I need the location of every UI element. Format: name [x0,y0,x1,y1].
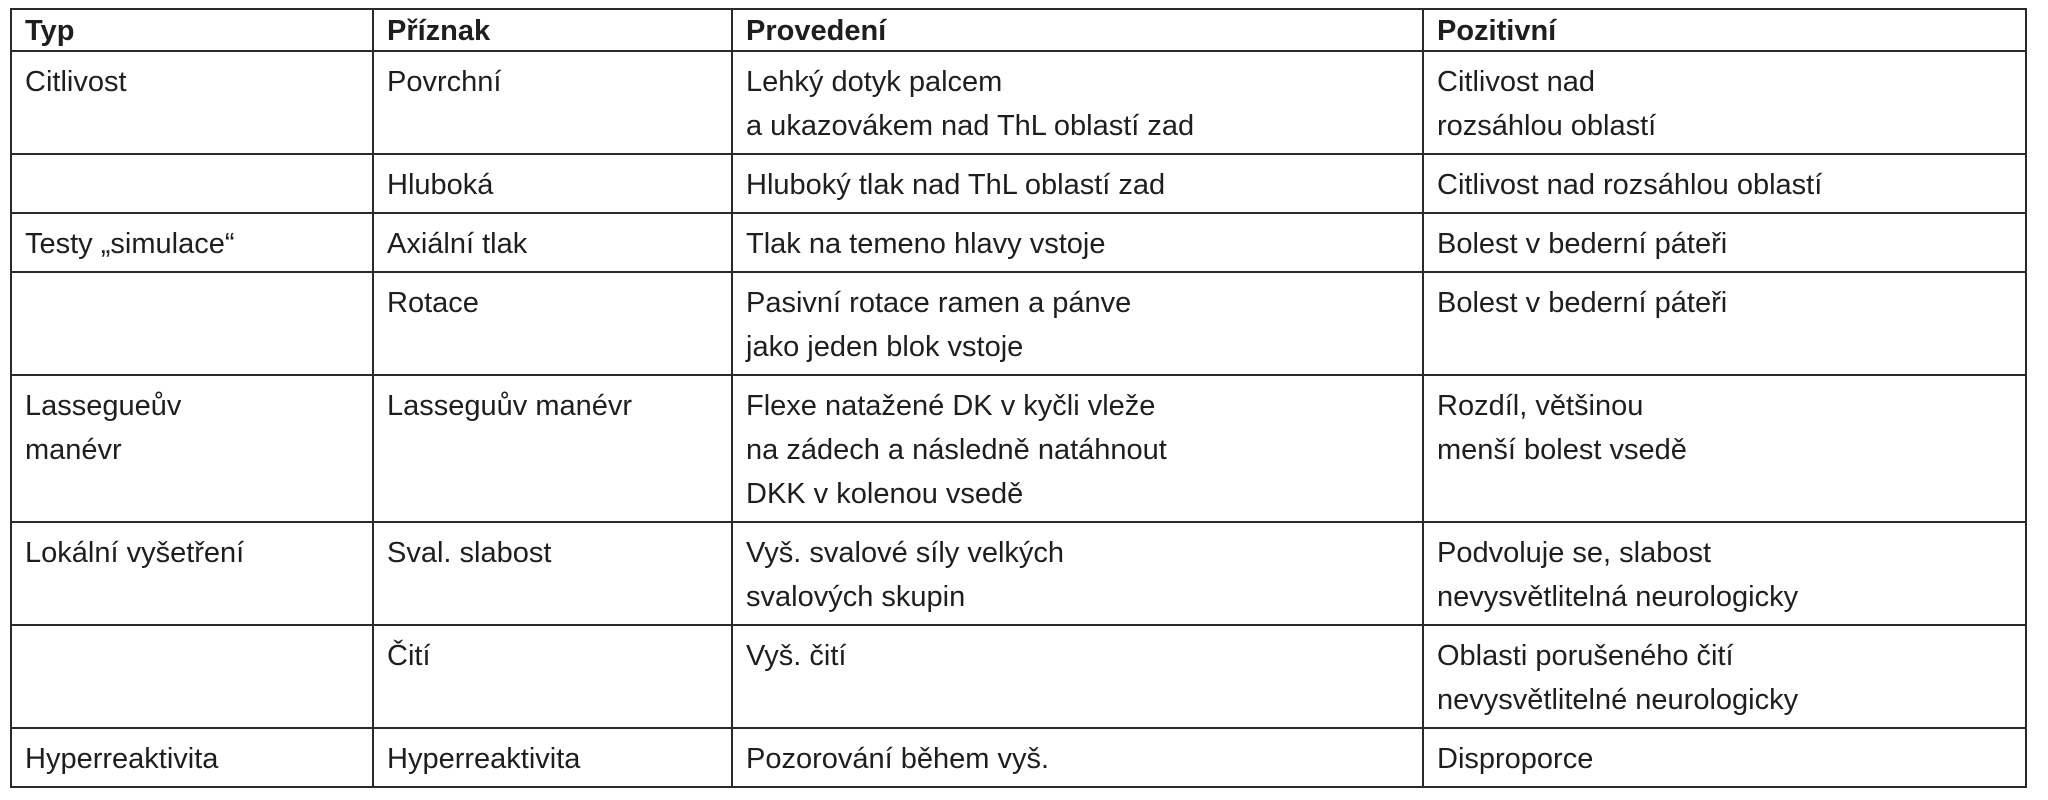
cell-typ [11,522,373,625]
cell-text-line: DKK v kolenou vsedě [746,478,1024,510]
cell-text-line: Rozdíl, většinou [1437,390,1644,422]
cell-pozitivni [1423,522,2026,625]
cell-text-line: Citlivost nad rozsáhlou oblastí [1437,169,1823,201]
header-pozitivni: Pozitivní [1423,9,2026,51]
cell-priznak [373,728,732,787]
cell-text-line: Hyperreaktivita [387,743,581,775]
cell-priznak [373,213,732,272]
table-header-row [11,9,2026,51]
cell-text-line: Flexe natažené DK v kyčli vleže [746,390,1156,422]
cell-text-line: na zádech a následně natáhnout [746,434,1167,466]
header-provedeni: Provedení [732,9,1423,51]
cell-text-line: Vyš. svalové síly velkých [746,537,1065,569]
waddell-signs-table [10,8,2027,788]
cell-text-line: Vyš. čití [746,640,847,672]
cell-provedeni [732,272,1423,375]
cell-text-line: Bolest v bederní páteři [1437,228,1728,260]
cell-text-line: Citlivost nad [1437,66,1595,98]
cell-text-line: jako jeden blok vstoje [746,331,1024,363]
cell-priznak [373,51,732,154]
cell-provedeni [732,728,1423,787]
cell-text-line: Čití [387,640,431,672]
cell-typ [11,625,373,728]
cell-text-line: menší bolest vsedě [1437,434,1687,466]
cell-text-line: Pozorování během vyš. [746,743,1050,775]
cell-pozitivni [1423,213,2026,272]
cell-text-line: Pasivní rotace ramen a pánve [746,287,1132,319]
cell-pozitivni [1423,272,2026,375]
cell-typ [11,375,373,522]
table-row [11,375,2026,522]
cell-typ [11,272,373,375]
header-priznak: Příznak [373,9,732,51]
cell-typ [11,154,373,213]
cell-text-line: Sval. slabost [387,537,552,569]
cell-priznak [373,272,732,375]
cell-text-line: Oblasti porušeného čití [1437,640,1734,672]
cell-typ [11,51,373,154]
cell-provedeni [732,213,1423,272]
cell-text-line: Hluboký tlak nad ThL oblastí zad [746,169,1166,201]
cell-priznak [373,154,732,213]
cell-text-line: Podvoluje se, slabost [1437,537,1712,569]
cell-priznak [373,522,732,625]
cell-text-line: Bolest v bederní páteři [1437,287,1728,319]
cell-typ [11,213,373,272]
cell-text-line: Hluboká [387,169,494,201]
cell-text-line: manévr [25,434,122,466]
cell-text-line: Lehký dotyk palcem [746,66,1003,98]
cell-provedeni [732,51,1423,154]
cell-pozitivni [1423,728,2026,787]
cell-text-line: nevysvětlitelná neurologicky [1437,581,1799,613]
cell-provedeni [732,154,1423,213]
cell-text-line: Lokální vyšetření [25,537,245,569]
cell-provedeni [732,625,1423,728]
cell-text-line: a ukazovákem nad ThL oblastí zad [746,110,1195,142]
header-typ: Typ [11,9,373,51]
table-row [11,728,2026,787]
cell-provedeni [732,522,1423,625]
cell-priznak [373,375,732,522]
table-row [11,213,2026,272]
cell-typ [11,728,373,787]
cell-text-line: Disproporce [1437,743,1594,775]
table-row [11,272,2026,375]
cell-text-line: Hyperreaktivita [25,743,219,775]
cell-text-line: Lassegueův [25,390,182,422]
cell-provedeni [732,375,1423,522]
table-row [11,154,2026,213]
cell-text-line: Testy „simulace“ [25,228,235,260]
cell-pozitivni [1423,51,2026,154]
table-row [11,522,2026,625]
table-body [11,51,2026,787]
cell-text-line: Tlak na temeno hlavy vstoje [746,228,1106,260]
cell-pozitivni [1423,154,2026,213]
cell-text-line: Citlivost [25,66,127,98]
table-container [10,8,2027,788]
cell-text-line: Povrchní [387,66,502,98]
cell-text-line: Lasseguův manévr [387,390,633,422]
cell-pozitivni [1423,375,2026,522]
cell-text-line: Axiální tlak [387,228,528,260]
cell-text-line: nevysvětlitelné neurologicky [1437,684,1799,716]
cell-text-line: Rotace [387,287,479,319]
table-row [11,625,2026,728]
table-row [11,51,2026,154]
cell-text-line: svalových skupin [746,581,966,613]
cell-pozitivni [1423,625,2026,728]
cell-priznak [373,625,732,728]
cell-text-line: rozsáhlou oblastí [1437,110,1657,142]
